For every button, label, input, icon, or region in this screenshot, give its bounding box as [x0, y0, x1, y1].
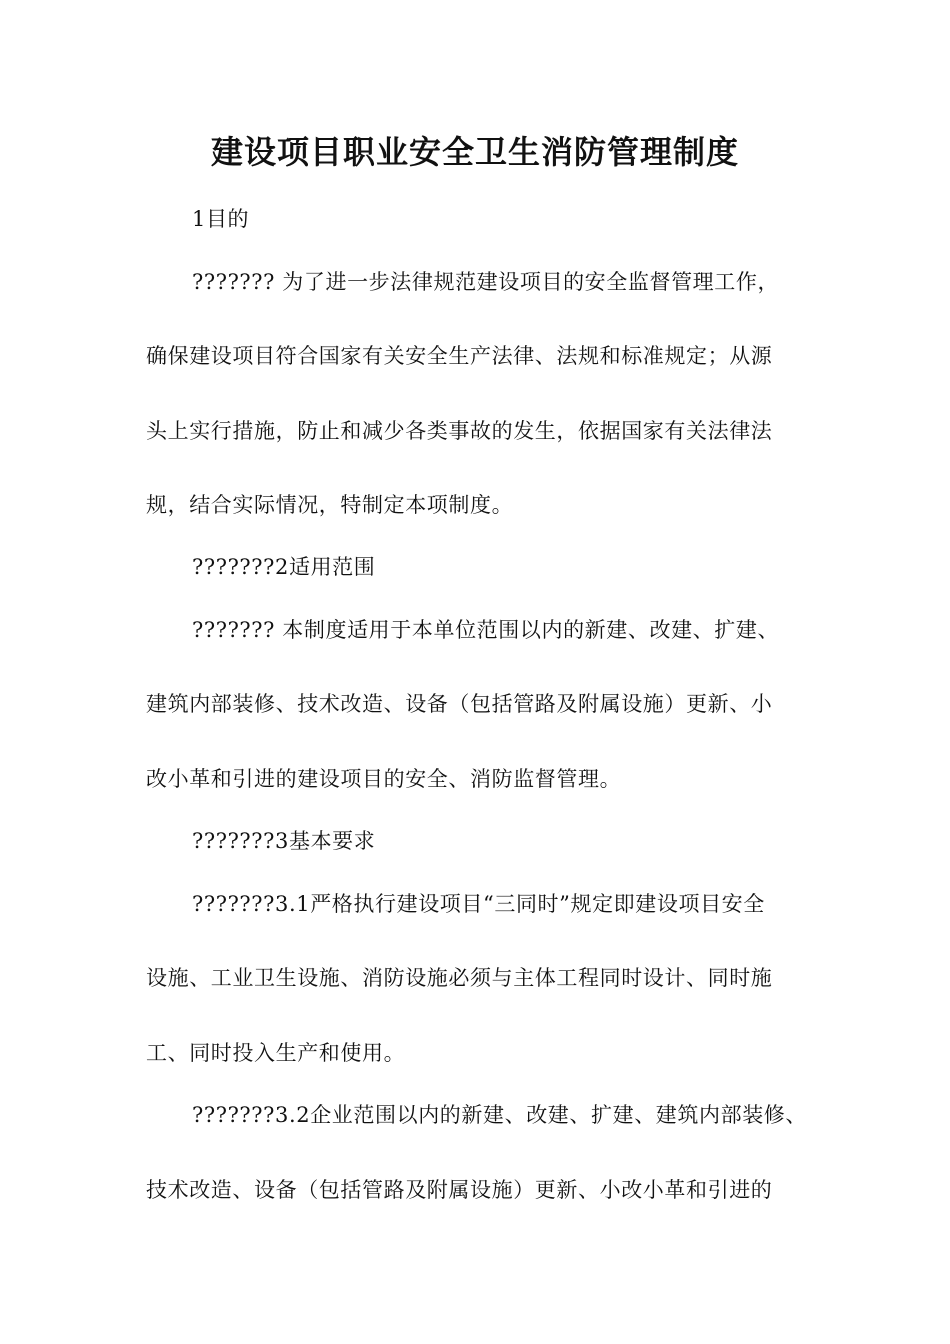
document-title: 建设项目职业安全卫生消防管理制度	[210, 133, 739, 171]
paragraph-line: ??????? 为了进一步法律规范建设项目的安全监督管理工作，	[192, 270, 780, 294]
paragraph-line: ???????3.2企业范围以内的新建、改建、扩建、建筑内部装修、	[192, 1103, 808, 1127]
paragraph-line: 设施、工业卫生设施、消防设施必须与主体工程同时设计、同时施	[146, 966, 773, 990]
paragraph-line: 规，结合实际情况，特制定本项制度。	[146, 493, 514, 517]
paragraph-line: 建筑内部装修、技术改造、设备（包括管路及附属设施）更新、小	[146, 692, 773, 716]
section-heading-requirements: ???????3基本要求	[192, 829, 376, 853]
paragraph-line: ??????? 本制度适用于本单位范围以内的新建、改建、扩建、	[192, 618, 780, 642]
section-heading-scope: ???????2适用范围	[192, 555, 376, 579]
paragraph-line: 工、同时投入生产和使用。	[146, 1041, 406, 1065]
paragraph-line: 确保建设项目符合国家有关安全生产法律、法规和标准规定；从源	[146, 344, 773, 368]
paragraph-line: 头上实行措施，防止和减少各类事故的发生，依据国家有关法律法	[146, 419, 773, 443]
paragraph-line: 技术改造、设备（包括管路及附属设施）更新、小改小革和引进的	[146, 1178, 773, 1202]
paragraph-line: 改小革和引进的建设项目的安全、消防监督管理。	[146, 767, 622, 791]
paragraph-line: ???????3.1严格执行建设项目“三同时”规定即建设项目安全	[192, 892, 765, 916]
section-heading-purpose: 1目的	[192, 207, 250, 231]
